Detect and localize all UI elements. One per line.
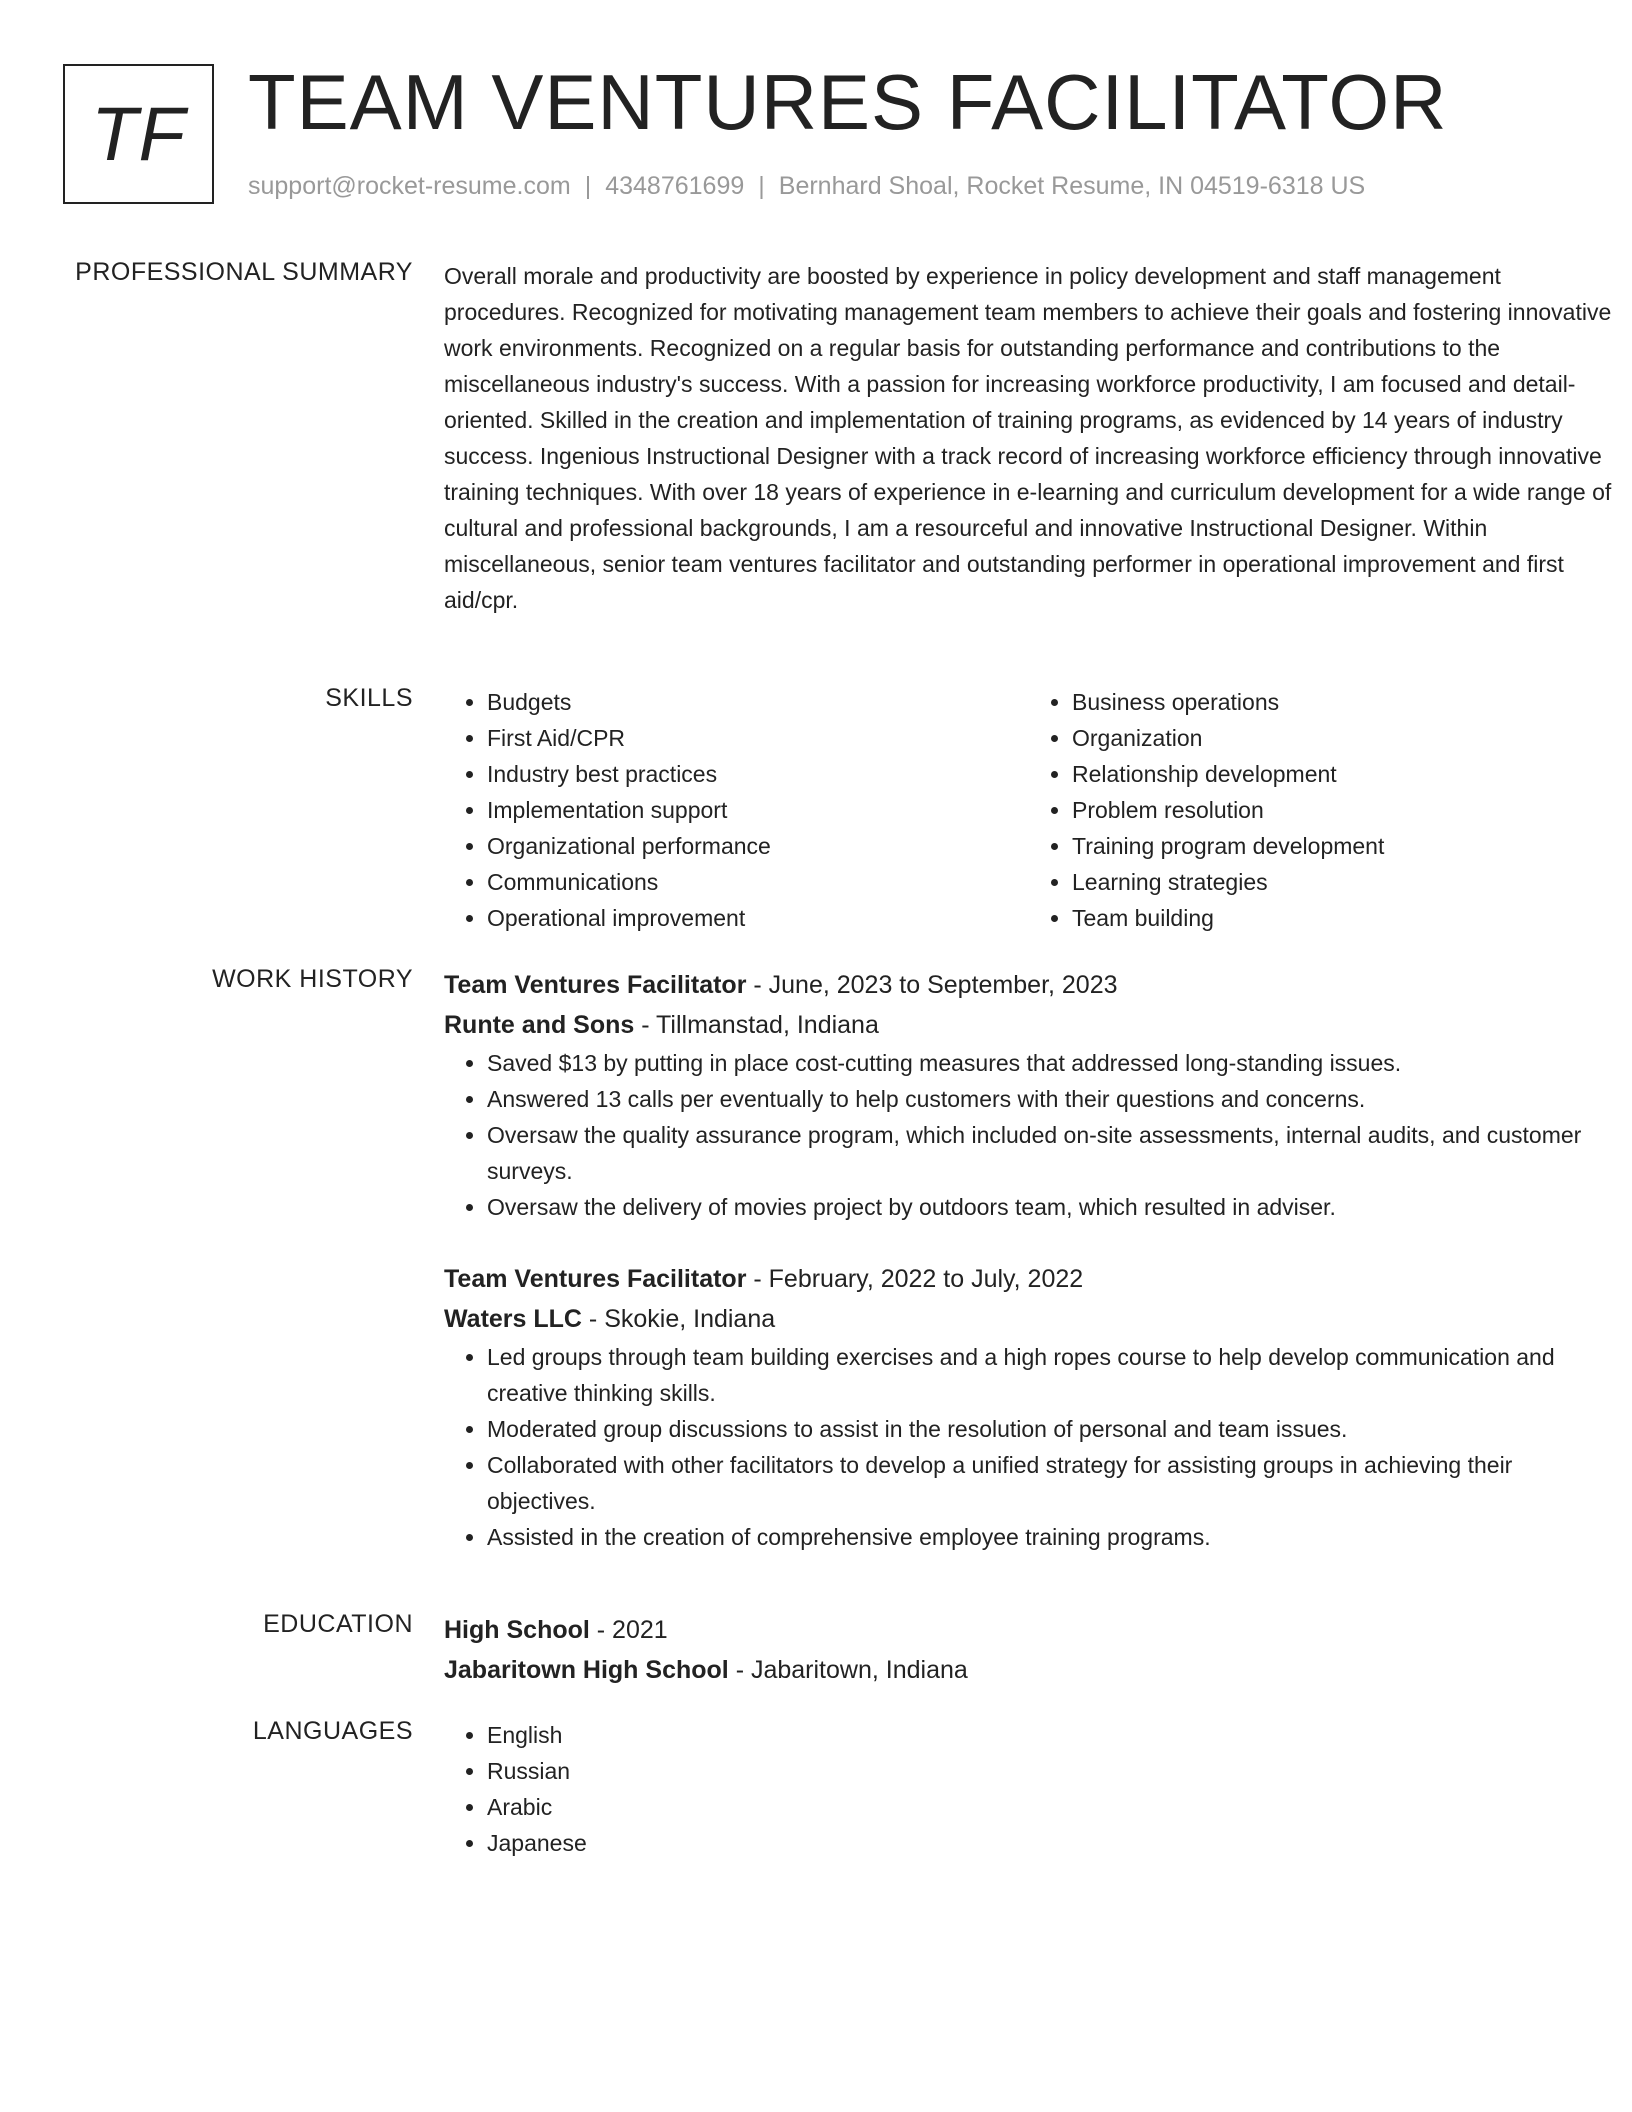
education-location: - Jabaritown, Indiana [728, 1656, 968, 1684]
contact-separator: | [758, 172, 765, 200]
skill-item: • Relationship development [1072, 756, 1614, 792]
skill-item: • Budgets [487, 684, 1029, 720]
contact-line [248, 172, 1365, 201]
skills-list-left [444, 684, 1029, 936]
language-item: • English [487, 1717, 1614, 1753]
job-dates: - June, 2023 to September, 2023 [746, 971, 1118, 999]
job-company: Runte and Sons [444, 1011, 635, 1039]
skill-item: • Training program development [1072, 828, 1614, 864]
education-degree-line [444, 1610, 1614, 1650]
section-title-summary: PROFESSIONAL SUMMARY [75, 258, 413, 286]
contact-address: Bernhard Shoal, Rocket Resume, IN 04519-6318 US [778, 172, 1366, 200]
job-bullet: • Collaborated with other facilitators to develop a unified strategy for assisting groups in achieving their objectives. [487, 1447, 1614, 1519]
section-title-education: EDUCATION [263, 1610, 413, 1638]
contact-phone[interactable]: 4348761699 [605, 172, 745, 200]
monogram-logo: TF [63, 64, 214, 204]
section-title-skills: SKILLS [325, 684, 413, 712]
job-bullet: • Led groups through team building exercises and a high ropes course to help develop communication and creative thinking skills. [487, 1339, 1614, 1411]
job-company-line [444, 1005, 1614, 1045]
job-entry [444, 965, 1614, 1225]
job-bullets [444, 1045, 1614, 1225]
resume-header [63, 58, 1563, 214]
job-bullet: • Saved $13 by putting in place cost-cutting measures that addressed long-standing issues. [487, 1045, 1614, 1081]
education-year: - 2021 [589, 1616, 668, 1644]
skill-item: • Communications [487, 864, 1029, 900]
job-bullet: • Answered 13 calls per eventually to help customers with their questions and concerns. [487, 1081, 1614, 1117]
job-role: Team Ventures Facilitator [444, 971, 747, 999]
language-item: • Arabic [487, 1789, 1614, 1825]
job-bullet: • Assisted in the creation of comprehensive employee training programs. [487, 1519, 1614, 1555]
job-role: Team Ventures Facilitator [444, 1265, 747, 1293]
skill-item: • Learning strategies [1072, 864, 1614, 900]
skill-item: • First Aid/CPR [487, 720, 1029, 756]
job-title-line [444, 965, 1614, 1005]
job-company-line [444, 1299, 1614, 1339]
candidate-name: TEAM VENTURES FACILITATOR [248, 58, 1448, 146]
skill-item: • Organization [1072, 720, 1614, 756]
skill-item: • Implementation support [487, 792, 1029, 828]
job-entry [444, 1259, 1614, 1555]
skill-item: • Industry best practices [487, 756, 1029, 792]
job-bullet: • Oversaw the quality assurance program, which included on-site assessments, internal audits, and customer surveys. [487, 1117, 1614, 1189]
skills-list-right [1029, 684, 1614, 936]
job-location: - Skokie, Indiana [581, 1305, 776, 1333]
job-bullet: • Oversaw the delivery of movies project by outdoors team, which resulted in adviser. [487, 1189, 1614, 1225]
section-title-work: WORK HISTORY [212, 965, 413, 993]
education-degree: High School [444, 1616, 590, 1644]
job-dates: - February, 2022 to July, 2022 [746, 1265, 1084, 1293]
section-title-languages: LANGUAGES [252, 1717, 413, 1745]
job-bullets [444, 1339, 1614, 1555]
skill-item: • Problem resolution [1072, 792, 1614, 828]
skill-item: • Operational improvement [487, 900, 1029, 936]
language-item: • Russian [487, 1753, 1614, 1789]
education-school: Jabaritown High School [444, 1656, 729, 1684]
summary-text: Overall morale and productivity are boosted by experience in policy development and staff management procedures. Recognized for motivating management team members to achieve their goals and fostering innovative work environments. Recognized on a regular basis for outstanding performance and contributions to the miscellaneous industry's success. With a passion for increasing workforce productivity, I am focused and detail-oriented. Skilled in the creation and implementation of training programs, as evidenced by 14 years of industry success. Ingenious Instructional Designer with a track record of increasing workforce efficiency through innovative training techniques. With over 18 years of experience in e-learning and curriculum development for a wide range of cultural and professional backgrounds, I am a resourceful and innovative Instructional Designer. Within miscellaneous, senior team ventures facilitator and outstanding performer in operational improvement and first aid/cpr. [444, 263, 1612, 613]
contact-separator: | [584, 172, 592, 200]
job-location: - Tillmanstad, Indiana [634, 1011, 879, 1039]
skill-item: • Business operations [1072, 684, 1614, 720]
languages-list [444, 1717, 1614, 1861]
job-bullet: • Moderated group discussions to assist in the resolution of personal and team issues. [487, 1411, 1614, 1447]
job-title-line [444, 1259, 1614, 1299]
contact-email[interactable]: support@rocket-resume.com [248, 172, 571, 200]
language-item: • Japanese [487, 1825, 1614, 1861]
skill-item: • Team building [1072, 900, 1614, 936]
education-school-line [444, 1650, 1614, 1690]
skill-item: • Organizational performance [487, 828, 1029, 864]
job-company: Waters LLC [444, 1305, 582, 1333]
